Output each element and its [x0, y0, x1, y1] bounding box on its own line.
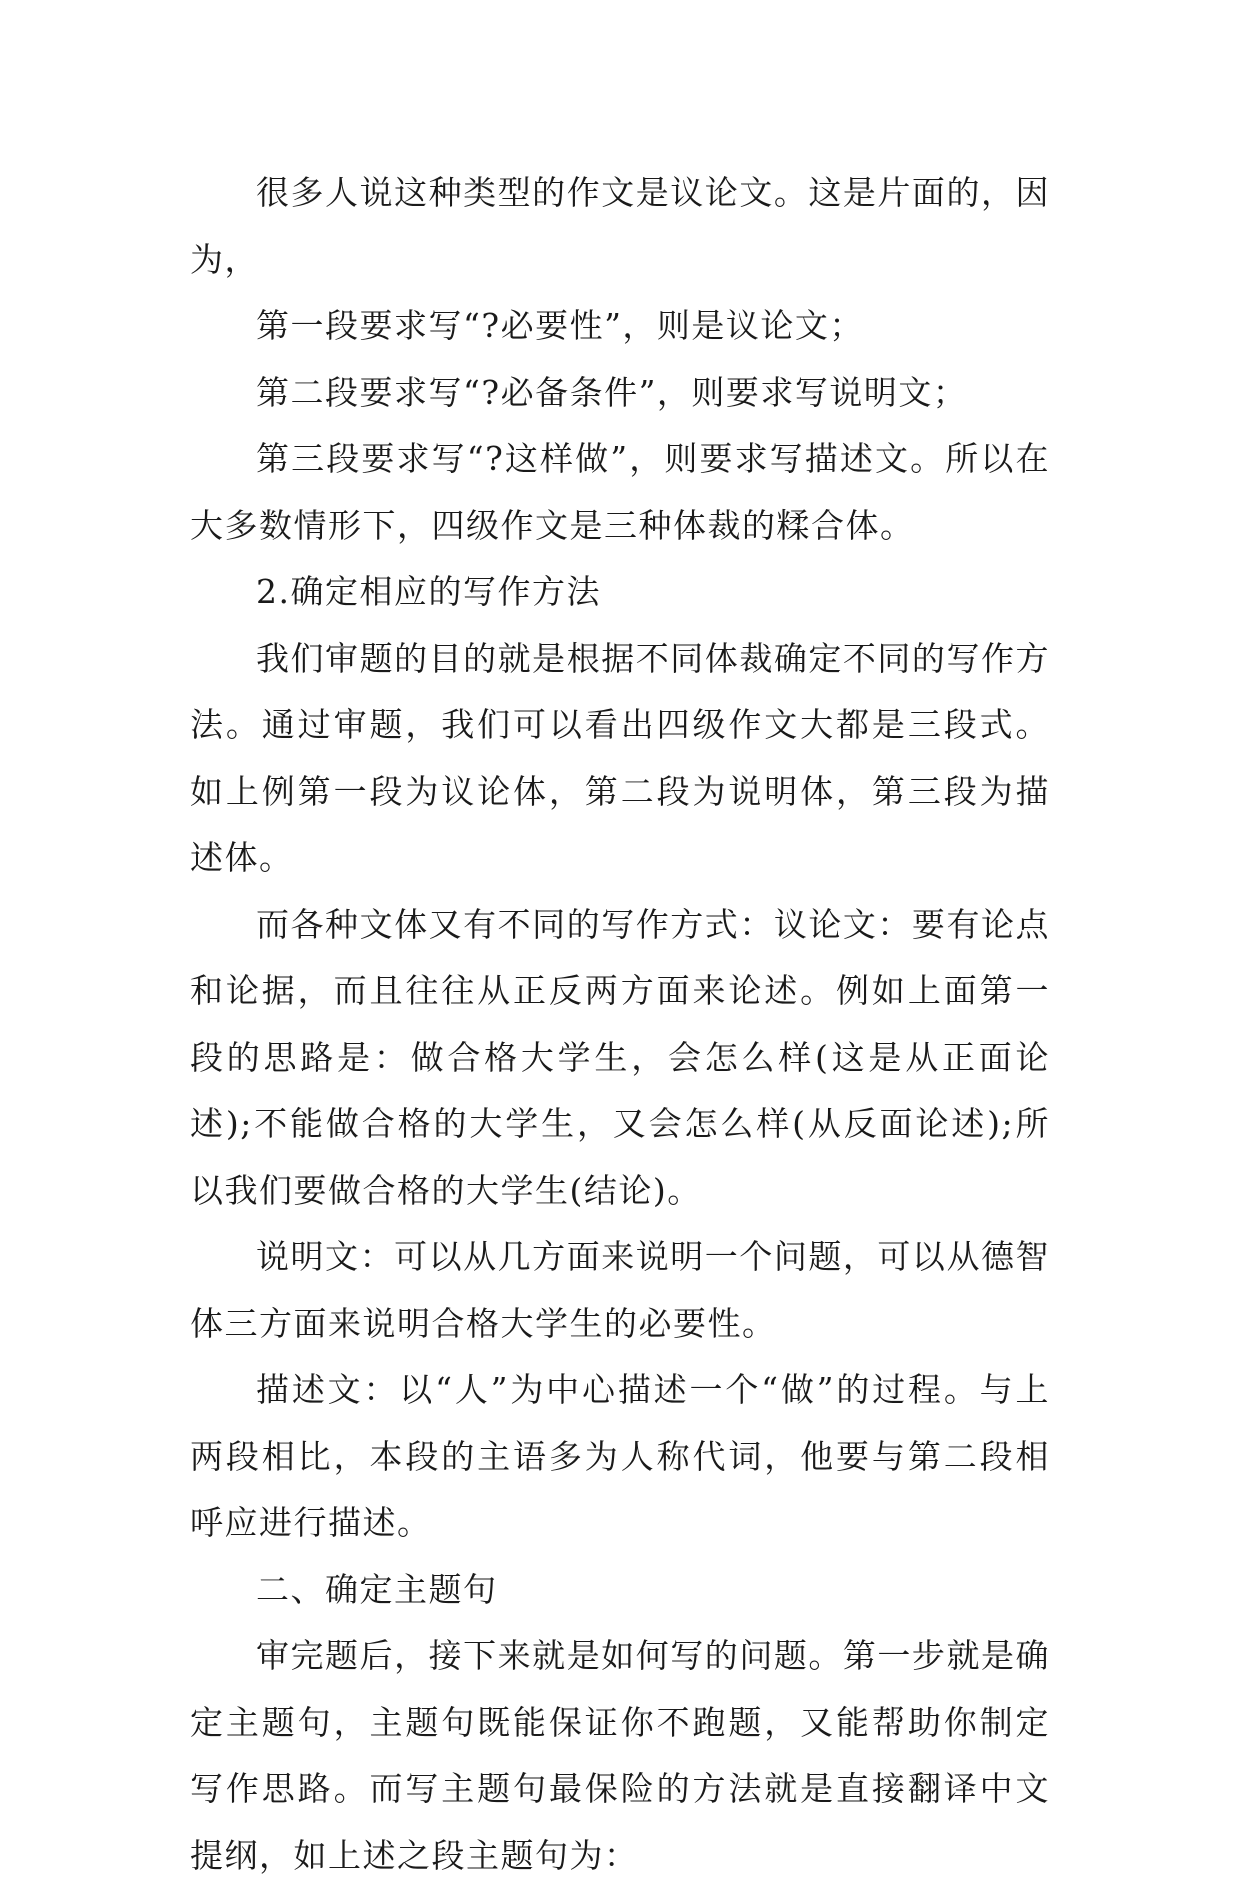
paragraph: 审完题后，接下来就是如何写的问题。第一步就是确定主题句，主题句既能保证你不跑题，又能帮助你制定写作思路。而写主题句最保险的方法就是直接翻译中文提纲，如上述之段主题句为： — [190, 1636, 1050, 1875]
paragraph: 第三段要求写“?这样做”，则要求写描述文。所以在大多数情形下，四级作文是三种体裁的糅合体。 — [190, 439, 1050, 545]
paragraph: 说明文：可以从几方面来说明一个问题，可以从德智体三方面来说明合格大学生的必要性。 — [190, 1237, 1050, 1343]
document-body — [190, 160, 1050, 1889]
paragraph: 我们审题的目的就是根据不同体裁确定不同的写作方法。通过审题，我们可以看出四级作文大都是三段式。如上例第一段为议论体，第二段为说明体，第三段为描述体。 — [190, 638, 1050, 877]
paragraph: 第一段要求写“?必要性”，则是议论文； — [256, 306, 864, 345]
paragraph: 第二段要求写“?必备条件”，则要求写说明文； — [256, 372, 968, 412]
paragraph: 描述文：以“人”为中心描述一个“做”的过程。与上两段相比，本段的主语多为人称代词，他要与第二段相呼应进行描述。 — [190, 1370, 1050, 1542]
section-heading: 2.确定相应的写作方法 — [256, 572, 601, 611]
paragraph: 而各种文体又有不同的写作方式：议论文：要有论点和论据，而且往往从正反两方面来论述。例如上面第一段的思路是：做合格大学生，会怎么样(这是从正面论述);不能做合格的大学生，又会怎么样(从反面论述);所以我们要做合格的大学生(结论)。 — [190, 904, 1050, 1210]
paragraph: 很多人说这种类型的作文是议论文。这是片面的，因为， — [190, 173, 1050, 279]
section-heading: 二、确定主题句 — [256, 1569, 498, 1609]
